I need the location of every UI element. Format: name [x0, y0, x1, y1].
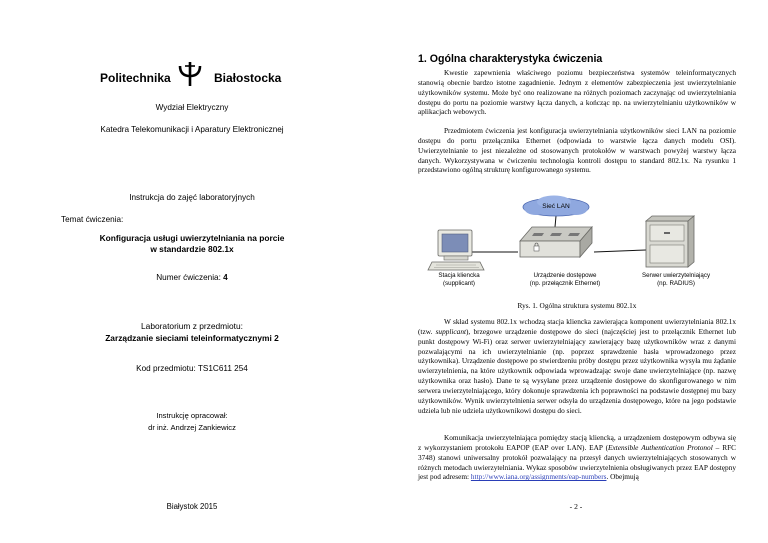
content-page [384, 0, 768, 543]
supplicant-label-line2: (supplicant) [443, 279, 475, 287]
paragraph-4 [418, 433, 736, 482]
place-year: Białystok 2015 [166, 502, 218, 511]
switch-icon [520, 227, 592, 257]
paragraph-1-text: Kwestie zapewnienia właściwego poziomu bezpieczeństwa systemów teleinformatycznych stanowią obecnie bardzo istotne zagadnienie. Jednym z elementów zabezpieczenia jest uwierzytelnianie użytkowników systemu. Może być ono realizowane na różnych poziomach zaczynając od uwierzytelniania dostępu do portu na poziomie warstwy łącza danych, a kończąc np. na uwierzytelnianiu użytkowników w aplikacjach webowych. [418, 68, 736, 117]
eap-numbers-link[interactable]: http://www.iana.org/assignments/eap-numbers [470, 472, 607, 482]
link-switch-server [594, 250, 646, 252]
paragraph-4-text-a: Komunikacja uwierzytelniająca pomiędzy stacją kliencką, a urządzeniem dostępowym odbywa się z wykorzystaniem protokołu EAPOP (EAP over LAN). EAP ( [418, 433, 736, 452]
page-number: - 2 - [569, 502, 583, 511]
paragraph-4-italic: Extensible Authentication Protonol [608, 442, 713, 452]
supplicant-label-line1: Stacja kliencka [438, 272, 480, 279]
server-label [626, 272, 726, 287]
paragraph-2 [418, 126, 736, 175]
topic-label: Temat ćwiczenia: [61, 215, 124, 224]
computer-icon [428, 230, 484, 270]
exercise-number-value: 4 [223, 273, 228, 282]
supplicant-label [424, 272, 494, 287]
server-label-line1: Serwer uwierzytelniający [641, 272, 711, 279]
cloud-label: Sieć LAN [542, 203, 570, 210]
instruction-title: Instrukcja do zajęć laboratoryjnych [129, 193, 255, 202]
university-name-right: Białostocka [214, 71, 282, 85]
paragraph-2-text: Przedmiotem ćwiczenia jest konfiguracja uwierzytelniania użytkowników sieci LAN na poziomie dostępu do portu przełącznika Ethernet (odpowiada to warstwie łącza danych modelu OSI). Uwierzytelnianie to jest niezależne od stosowanych protokołów w warstwach powyżej warstwy łącza danych. Wykorzystywana w ćwiczeniu technologia kontroli dostępu to standard 802.1x. Na rysunku 1 przedstawiono ogólną strukturę konfigurowanego systemu. [418, 126, 736, 175]
topic-title-line2: w standardzie 802.1x [150, 244, 234, 254]
paragraph-3-text-b: ), brzegowe urządzenie dostępowe do sieci (najczęściej jest to przełącznik Ethernet lub punkt dostępowy Wi-Fi) oraz serwer uwierzytelniający zawierający bazę użytkowników wraz z danymi pozwalającymi na ich uwierzytelnianie (np. poprzez sprawdzenie hasła wprowadzonego przez użytkownika). Urządzenie dostępowe po stwierdzeniu próby dostępu przez użytkownika wysyła mu żądanie uwierzytelnienia, na które użytkownik odpowiada wprowadzając swoje dane uwierzytelniające (np. nazwę użytkownika oraz hasło). Dane te są wysyłane przez urządzenie dostępowe do skonfigurowanego w nim serwera uwierzytelniającego, który dokonuje sprawdzenia ich poprawności na podstawie dostępnej mu bazy użytkowników. Wynik uwierzytelnienia serwer odsyła do urządzenia dostępowego, które na jego podstawie udziela lub nie udziela użytkownikowi dostępu do sieci. [418, 326, 736, 415]
university-logo-icon [176, 61, 204, 87]
paragraph-4-text-c: . Obejmują [606, 472, 639, 482]
paragraph-4-text-b: – RFC 3748) stanowi uniwersalny protokół pozwalający na przesył danych uwierzytelniających stosowanych w różnych metodach uwierzytelniania. Wykaz sposobów uwierzytelnienia obsługiwanych przez EAP dostępny jest pod adresem: [418, 442, 737, 482]
server-icon [646, 216, 694, 267]
faculty-name: Wydział Elektryczny [155, 103, 229, 112]
exercise-number-label: Numer ćwiczenia: [156, 273, 224, 282]
prepared-by-label: Instrukcję opracował: [156, 411, 228, 420]
course-code: Kod przedmiotu: TS1C611 254 [136, 364, 248, 373]
topic-title-line1: Konfiguracja usługi uwierzytelniania na porcie [99, 233, 285, 243]
switch-label-line2: (np. przełącznik Ethernet) [529, 279, 601, 287]
exercise-number [0, 273, 384, 282]
lab-label: Laboratorium z przedmiotu: [141, 321, 243, 331]
paragraph-3-text-a: W skład systemu 802.1x wchodzą stacja kliencka zawierająca komponent uwierzytelniania 802.1x (tzw. [418, 317, 736, 336]
paragraph-3 [418, 317, 736, 415]
department-name: Katedra Telekomunikacji i Aparatury Elektronicznej [100, 125, 284, 134]
subject-name: Zarządzanie sieciami teleinformatycznymi 2 [105, 333, 279, 343]
switch-label [520, 272, 610, 287]
section-title: 1. Ogólna charakterystyka ćwiczenia [418, 53, 603, 65]
server-label-line2: (np. RADIUS) [657, 279, 695, 287]
figure-caption: Rys. 1. Ogólna struktura systemu 802.1x [517, 301, 637, 310]
paragraph-1 [418, 68, 736, 117]
paragraph-3-italic: supplicant [435, 326, 466, 336]
switch-label-line1: Urządzenie dostępowe [533, 272, 597, 279]
university-name-left: Politechnika [100, 71, 171, 85]
system-diagram [384, 190, 768, 298]
author-name: dr inż. Andrzej Zankiewicz [148, 423, 236, 432]
